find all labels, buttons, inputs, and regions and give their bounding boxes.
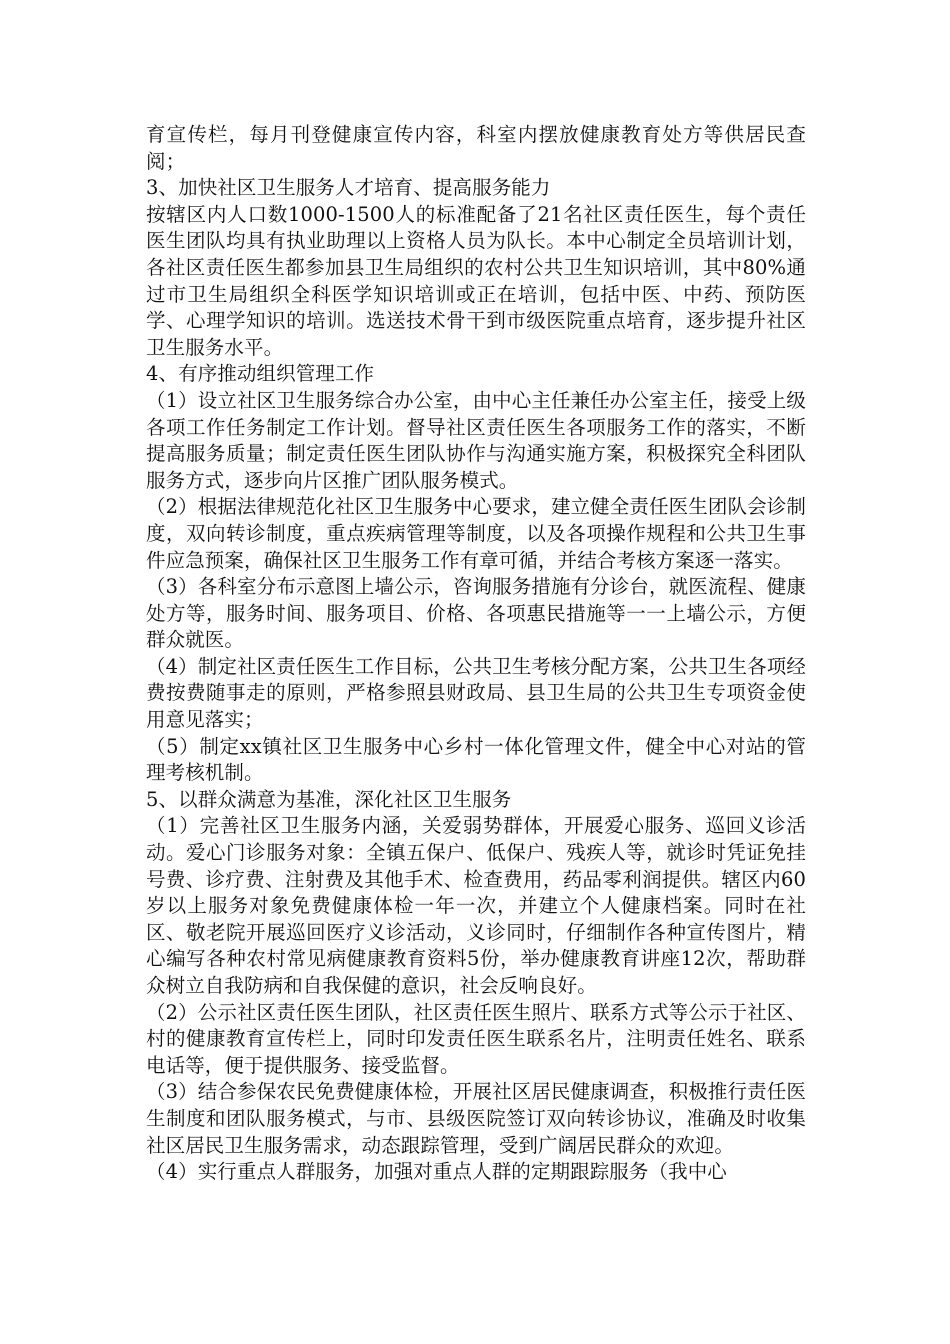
paragraph-4-4: （4）制定社区责任医生工作目标，公共卫生考核分配方案，公共卫生各项经费按费随事走的原则，严格参照县财政局、县卫生局的公共卫生专项资金使用意见落实； (146, 654, 806, 732)
paragraph-4-2: （2）根据法律规范化社区卫生服务中心要求，建立健全责任医生团队会诊制度，双向转诊制度，重点疾病管理等制度，以及各项操作规程和公共卫生事件应急预案，确保社区卫生服务工作有章可循，并结合考核方案逐一落实。 (146, 495, 806, 572)
paragraph-continued-bulletin: 育宣传栏，每月刊登健康宣传内容，科室内摆放健康教育处方等供居民查阅； (146, 123, 806, 173)
document-body (146, 122, 806, 1186)
paragraph-staffing: 按辖区内人口数1000-1500人的标准配备了21名社区责任医生，每个责任医生团队均具有执业助理以上资格人员为队长。本中心制定全员培训计划，各社区责任医生都参加县卫生局组织的农村公共卫生知识培训，其中80%通过市卫生局组织全科医学知识培训或正在培训，包括中医、中药、预防医学、心理学知识的培训。选送技术骨干到市级医院重点培育，逐步提升社区卫生服务水平。 (146, 202, 806, 359)
paragraph-4-3: （3）各科室分布示意图上墙公示，咨询服务措施有分诊台，就医流程、健康处方等，服务时间、服务项目、价格、各项惠民措施等一一上墙公示，方便群众就医。 (146, 575, 806, 652)
paragraph-4-1: （1）设立社区卫生服务综合办公室，由中心主任兼任办公室主任，接受上级各项工作任务制定工作计划。督导社区责任医生各项服务工作的落实，不断提高服务质量；制定责任医生团队协作与沟通实施方案，积极探究全科团队服务方式，逐步向片区推广团队服务模式。 (146, 388, 806, 492)
section-heading-3: 3、加快社区卫生服务人才培育、提高服务能力 (146, 176, 551, 200)
section-heading-5: 5、以群众满意为基准，深化社区卫生服务 (146, 787, 512, 811)
paragraph-5-3: （3）结合参保农民免费健康体检，开展社区居民健康调查，积极推行责任医生制度和团队服务模式，与市、县级医院签订双向转诊协议，准确及时收集社区居民卫生服务需求，动态跟踪管理，受到广阔居民群众的欢迎。 (146, 1080, 806, 1157)
paragraph-5-2: （2）公示社区责任医生团队，社区责任医生照片、联系方式等公示于社区、村的健康教育宣传栏上，同时印发责任医生联系名片，注明责任姓名、联系电话等，便于提供服务、接受监督。 (146, 1000, 806, 1077)
paragraph-5-1: （1）完善社区卫生服务内涵，关爱弱势群体，开展爱心服务、巡回义诊活动。爱心门诊服务对象：全镇五保户、低保户、残疾人等，就诊时凭证免挂号费、诊疗费、注射费及其他手术、检查费用，药品零利润提供。辖区内60岁以上服务对象免费健康体检一年一次，并建立个人健康档案。同时在社区、敬老院开展巡回医疗义诊活动，义诊同时，仔细制作各种宣传图片，精心编写各种农村常见病健康教育资料5份，举办健康教育讲座12次，帮助群众树立自我防病和自我保健的意识，社会反响良好。 (146, 814, 806, 997)
paragraph-4-5: （5）制定xx镇社区卫生服务中心乡村一体化管理文件，健全中心对站的管理考核机制。 (146, 734, 806, 785)
paragraph-5-4: （4）实行重点人群服务，加强对重点人群的定期跟踪服务（我中心 (146, 1160, 727, 1184)
section-heading-4: 4、有序推动组织管理工作 (146, 362, 375, 386)
